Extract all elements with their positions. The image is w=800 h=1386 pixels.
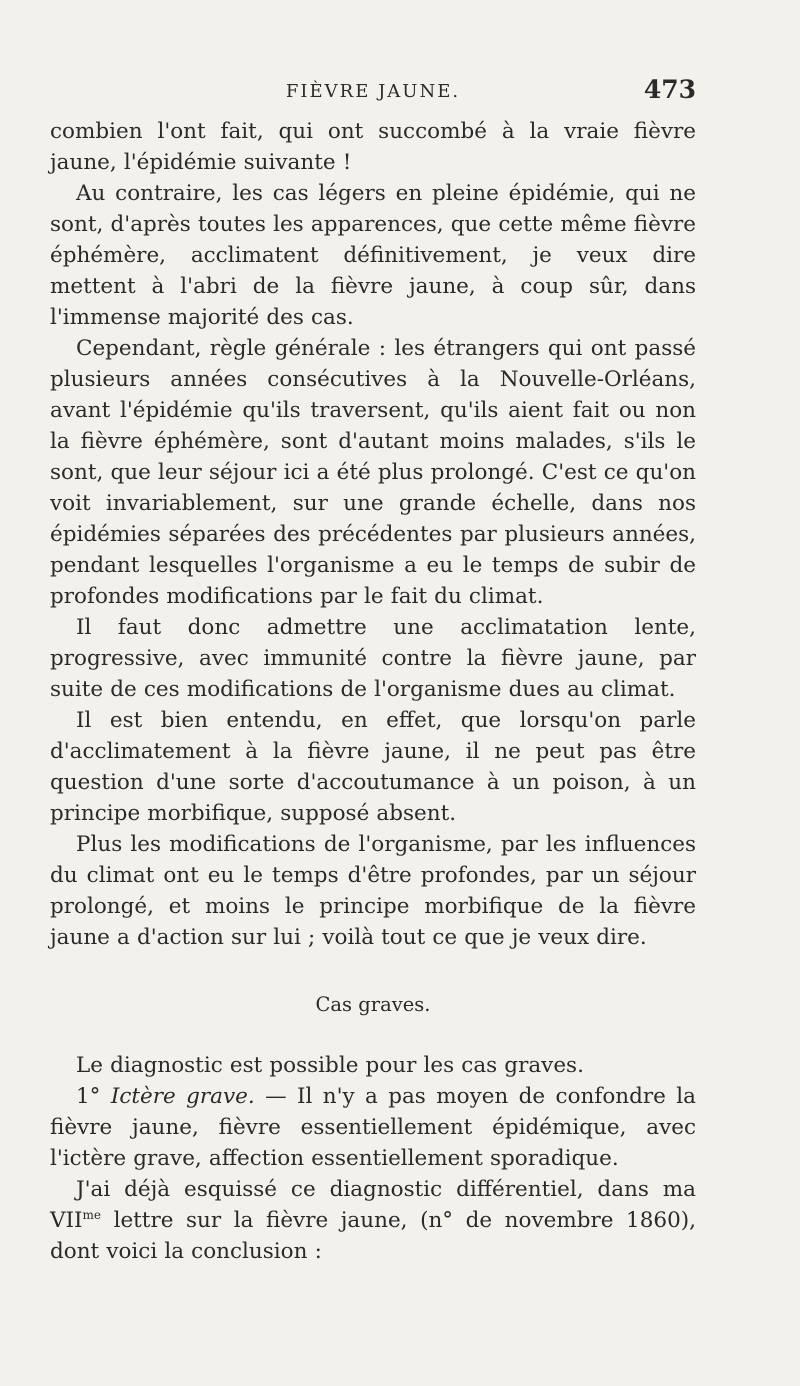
paragraph: Cependant, règle générale : les étrangers qui ont passé plusieurs années consécutives à la Nouvelle-Orléans, avant l'épidémie qu'ils traversent, qu'ils aient fait ou non la fièvre éphémère, sont d'autant moins malades, s'ils le sont, que leur séjour ici a été plus prolongé. C'est ce qu'on voit invariablement, sur une grande échelle, dans nos épidémies séparées des précédentes par plusieurs années, pendant lesquelles l'organisme a eu le temps de subir de profondes modifications par le fait du climat. <box>50 336 696 609</box>
page-body <box>50 116 696 1267</box>
item-text: — Il n'y a pas moyen de confondre la fièvre jaune, fièvre essentiellement épidémique, avec l'ictère grave, affection essentiellement sporadique. <box>50 1084 696 1171</box>
paragraph: Il faut donc admettre une acclimatation lente, progressive, avec immunité contre la fièvre jaune, par suite de ces modifications de l'organisme dues au climat. <box>50 615 696 702</box>
page-number: 473 <box>643 75 696 104</box>
paragraph: Plus les modifications de l'organisme, par les influences du climat ont eu le temps d'être profondes, par un séjour prolongé, et moins le principe morbifique de la fièvre jaune a d'action sur lui ; voilà tout ce que je veux dire. <box>50 832 696 950</box>
paragraph: Au contraire, les cas légers en pleine épidémie, qui ne sont, d'après toutes les apparences, que cette même fièvre éphémère, acclimatent définitivement, je veux dire mettent à l'abri de la fièvre jaune, à coup sûr, dans l'immense majorité des cas. <box>50 181 696 330</box>
text-after: lettre sur la fièvre jaune, (n° de novembre 1860), dont voici la conclusion : <box>50 1208 696 1264</box>
ordinal-superscript: me <box>82 1208 101 1222</box>
paragraph-with-superscript <box>50 1174 696 1267</box>
text-before: J'ai déjà esquissé ce diagnostic différentiel, dans ma VII <box>50 1177 696 1233</box>
item-title: Ictère grave. <box>110 1084 255 1109</box>
paragraph: Il est bien entendu, en effet, que lorsqu'on parle d'acclimatement à la fièvre jaune, il ne peut pas être question d'une sorte d'accoutumance à un poison, à un principe morbifique, supposé absent. <box>50 708 696 826</box>
paragraph-numbered <box>50 1081 696 1174</box>
page-header <box>50 75 696 107</box>
item-number: 1° <box>76 1084 101 1109</box>
running-title: FIÈVRE JAUNE. <box>285 81 461 102</box>
section-heading: Cas graves. <box>315 993 431 1016</box>
paragraph: Le diagnostic est possible pour les cas graves. <box>76 1053 584 1078</box>
paragraph-continuation: combien l'ont fait, qui ont succombé à la vraie fièvre jaune, l'épidémie suivante ! <box>50 119 696 175</box>
